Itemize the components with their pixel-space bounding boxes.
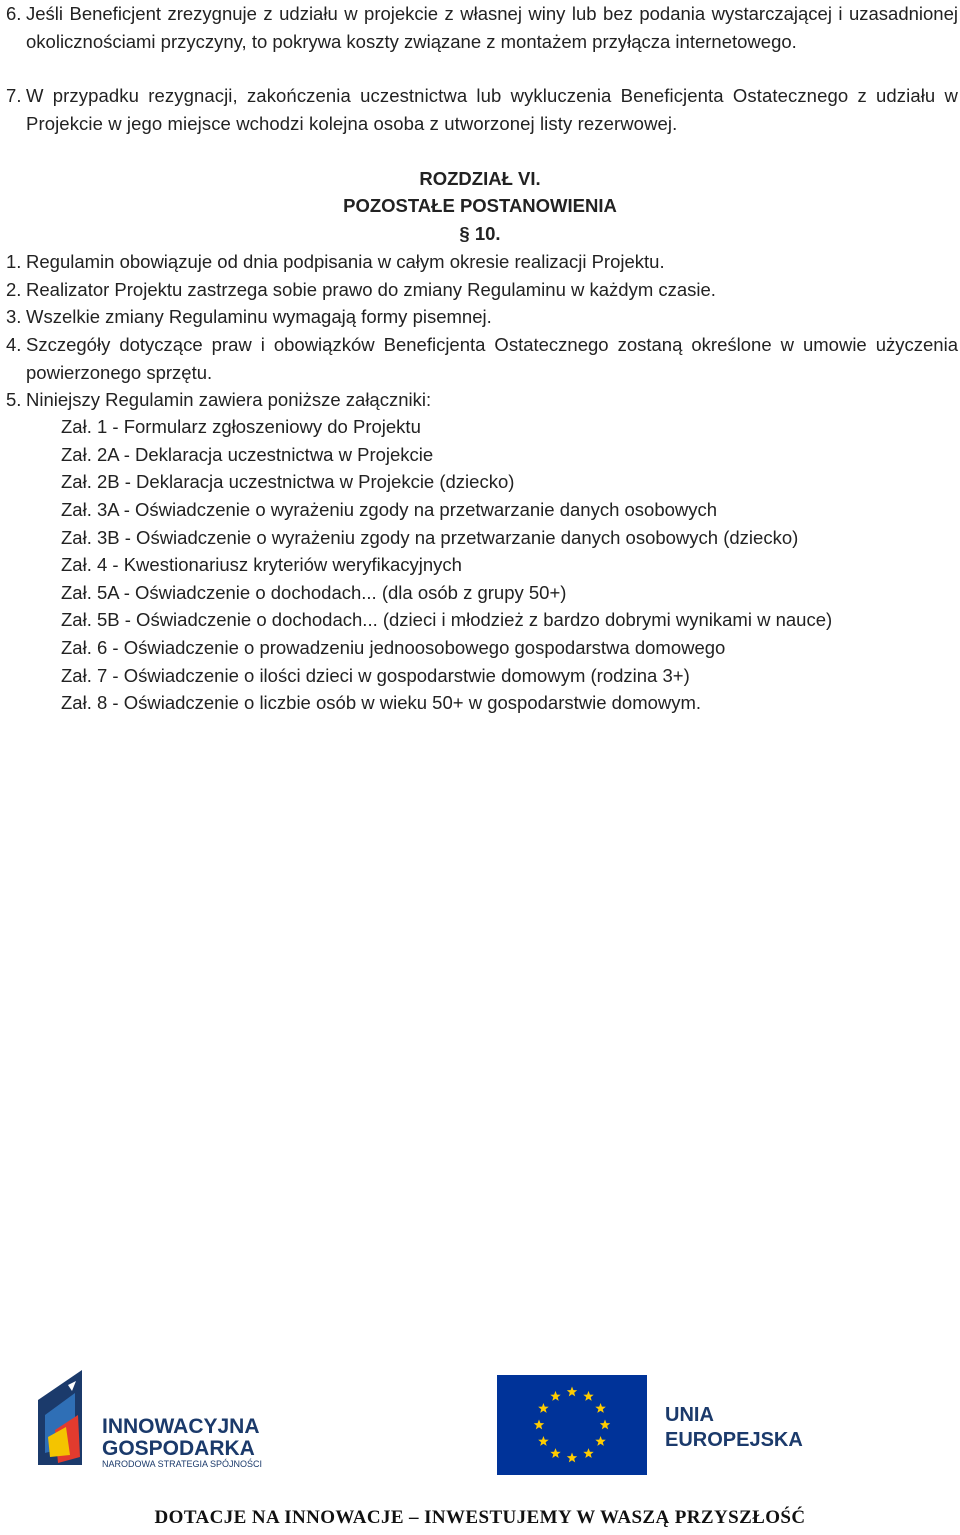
point-number: 6. xyxy=(6,3,22,24)
point-text: Realizator Projektu zastrzega sobie prawo do zmiany Regulaminu w każdym czasie. xyxy=(26,279,716,300)
chapter-heading: ROZDZIAŁ VI. xyxy=(419,168,541,189)
point-number: 7. xyxy=(6,85,22,106)
point-text: Niniejszy Regulamin zawiera poniższe załączniki: xyxy=(26,389,432,410)
regulation-point-5 xyxy=(6,386,958,414)
point-text: Jeśli Beneficjent zrezygnuje z udziału w projekcie z własnej winy lub bez podania wystarczającej i uzasadnionej okolicznościami przyczyny, to pokrywa koszty związane z montażem przyłącza internetowego. xyxy=(26,3,958,52)
attachment-item: Zał. 1 - Formularz zgłoszeniowy do Projektu xyxy=(61,416,421,437)
point-number: 1. xyxy=(6,251,22,272)
eu-line1: UNIA xyxy=(665,1404,714,1426)
regulation-point-3 xyxy=(6,303,958,331)
attachment-item: Zał. 5A - Oświadczenie o dochodach... (dla osób z grupy 50+) xyxy=(61,582,567,603)
ig-line2: GOSPODARKA xyxy=(102,1437,255,1460)
point-number: 5. xyxy=(6,389,22,410)
attachment-item: Zał. 6 - Oświadczenie o prowadzeniu jednoosobowego gospodarstwa domowego xyxy=(61,637,726,658)
section-number: § 10. xyxy=(459,223,501,244)
ig-line3: NARODOWA STRATEGIA SPÓJNOŚCI xyxy=(102,1459,263,1469)
point-number: 3. xyxy=(6,306,22,327)
regulation-point-6 xyxy=(6,0,958,55)
footer-slogan: DOTACJE NA INNOWACJE – INWESTUJEMY W WASZĄ PRZYSZŁOŚĆ xyxy=(154,1507,806,1528)
attachment-item: Zał. 8 - Oświadczenie o liczbie osób w wieku 50+ w gospodarstwie domowym. xyxy=(61,692,702,713)
attachment-item: Zał. 4 - Kwestionariusz kryteriów weryfikacyjnych xyxy=(61,554,462,575)
point-number: 2. xyxy=(6,279,22,300)
eu-line2: EUROPEJSKA xyxy=(665,1429,803,1451)
ig-line1: INNOWACYJNA xyxy=(102,1415,260,1438)
attachment-item: Zał. 7 - Oświadczenie o ilości dzieci w gospodarstwie domowym (rodzina 3+) xyxy=(61,665,690,686)
point-text: W przypadku rezygnacji, zakończenia uczestnictwa lub wykluczenia Beneficjenta Ostatecznego z udziału w Projekcie w jego miejsce wchodzi kolejna osoba z utworzonej listy rezerwowej. xyxy=(26,85,958,134)
innovative-economy-logo xyxy=(38,1370,262,1469)
attachment-item: Zał. 5B - Oświadczenie o dochodach... (dzieci i młodzież z bardzo dobrymi wynikami w nauce) xyxy=(61,609,833,630)
point-text: Wszelkie zmiany Regulaminu wymagają formy pisemnej. xyxy=(26,306,492,327)
regulation-point-1 xyxy=(6,248,958,276)
regulation-point-4 xyxy=(6,331,958,386)
regulation-point-7 xyxy=(6,82,958,137)
point-text: Regulamin obowiązuje od dnia podpisania w całym okresie realizacji Projektu. xyxy=(26,251,665,272)
footer-logos xyxy=(0,1345,960,1505)
point-number: 4. xyxy=(6,334,22,355)
point-text: Szczegóły dotyczące praw i obowiązków Beneficjenta Ostatecznego zostaną określone w umowie użyczenia powierzonego sprzętu. xyxy=(26,334,958,383)
attachment-item: Zał. 2B - Deklaracja uczestnictwa w Projekcie (dziecko) xyxy=(61,471,515,492)
attachment-item: Zał. 3A - Oświadczenie o wyrażeniu zgody na przetwarzanie danych osobowych xyxy=(61,499,718,520)
attachment-item: Zał. 3B - Oświadczenie o wyrażeniu zgody na przetwarzanie danych osobowych (dziecko) xyxy=(61,527,799,548)
regulation-point-2 xyxy=(6,276,958,304)
european-union-logo xyxy=(497,1375,803,1475)
attachment-item: Zał. 2A - Deklaracja uczestnictwa w Projekcie xyxy=(61,444,434,465)
chapter-title: POZOSTAŁE POSTANOWIENIA xyxy=(343,195,617,216)
